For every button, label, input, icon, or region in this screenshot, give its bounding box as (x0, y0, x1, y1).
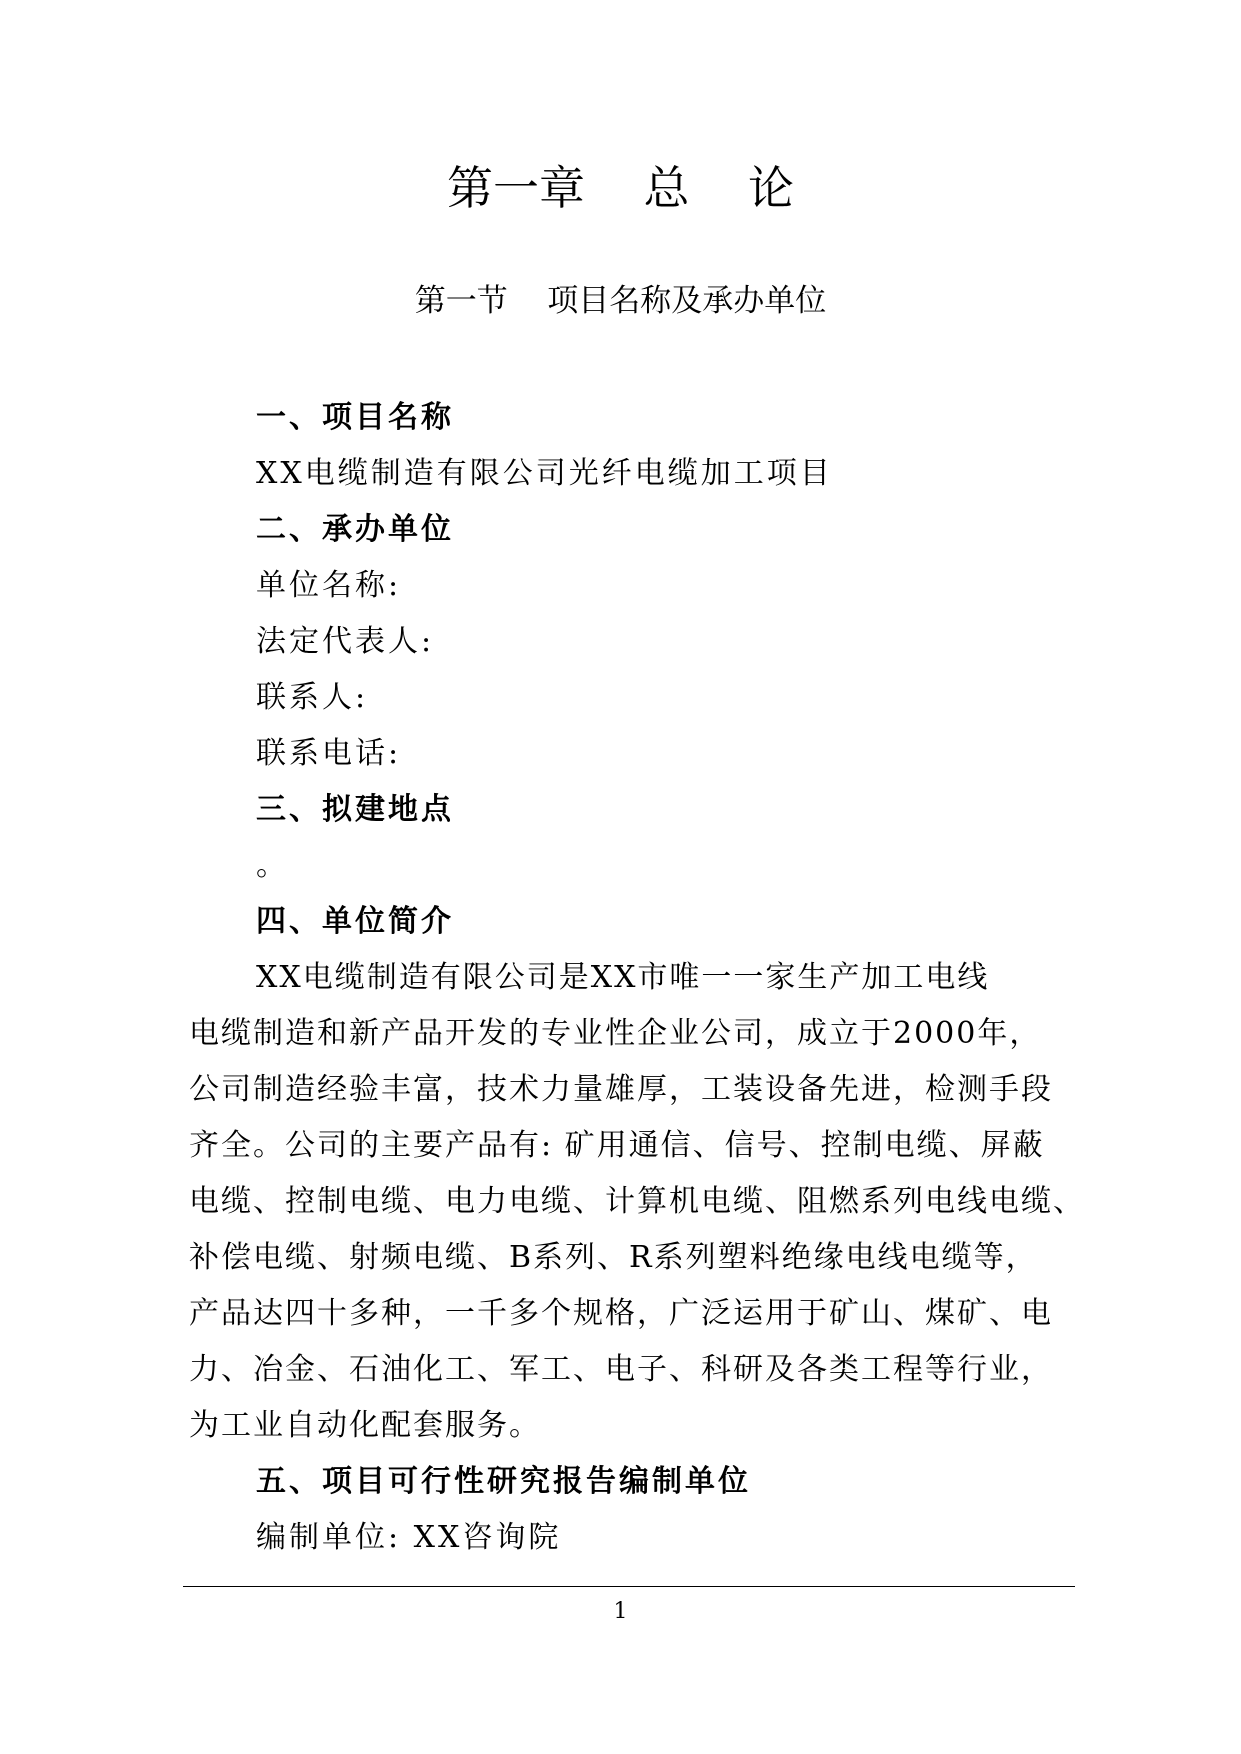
heading-project-name: 一、项目名称 (256, 400, 454, 435)
paragraph-line: XX电缆制造有限公司是XX市唯一一家生产加工电线 (256, 960, 990, 995)
chapter-title: 第一章 总 论 (447, 161, 794, 215)
document-body (189, 390, 1085, 1566)
paragraph-line: 电缆、控制电缆、电力电缆、计算机电缆、阻燃系列电线电缆、 (189, 1184, 1085, 1219)
report-compiler-text: 编制单位: XX咨询院 (256, 1520, 562, 1555)
heading-location: 三、拟建地点 (256, 792, 454, 827)
paragraph-line: 产品达四十多种，一千多个规格，广泛运用于矿山、煤矿、电 (189, 1296, 1053, 1331)
page-number: 1 (613, 1599, 628, 1624)
field-contact-person: 联系人: (256, 680, 369, 715)
footer-divider (183, 1586, 1075, 1587)
project-name-text: XX电缆制造有限公司光纤电缆加工项目 (256, 456, 833, 491)
paragraph-line: 力、冶金、石油化工、军工、电子、科研及各类工程等行业， (189, 1352, 1053, 1387)
section-title: 第一节 项目名称及承办单位 (414, 283, 827, 319)
heading-report-compiler: 五、项目可行性研究报告编制单位 (256, 1464, 751, 1499)
field-contact-phone: 联系电话: (256, 736, 402, 771)
paragraph-line: 为工业自动化配套服务。 (189, 1408, 541, 1443)
paragraph-line: 公司制造经验丰富，技术力量雄厚，工装设备先进，检测手段 (189, 1072, 1053, 1107)
paragraph-line: 补偿电缆、射频电缆、B系列、R系列塑料绝缘电线电缆等， (189, 1240, 1038, 1275)
paragraph-line: 齐全。公司的主要产品有: 矿用通信、信号、控制电缆、屏蔽 (189, 1128, 1045, 1163)
heading-organizer: 二、承办单位 (256, 512, 454, 547)
paragraph-line: 电缆制造和新产品开发的专业性企业公司，成立于2000年， (189, 1016, 1042, 1051)
company-intro-paragraph (189, 950, 1085, 1454)
location-text: 。 (256, 848, 289, 883)
field-unit-name: 单位名称: (256, 568, 402, 603)
heading-company-intro: 四、单位简介 (256, 904, 454, 939)
field-legal-representative: 法定代表人: (256, 624, 435, 659)
